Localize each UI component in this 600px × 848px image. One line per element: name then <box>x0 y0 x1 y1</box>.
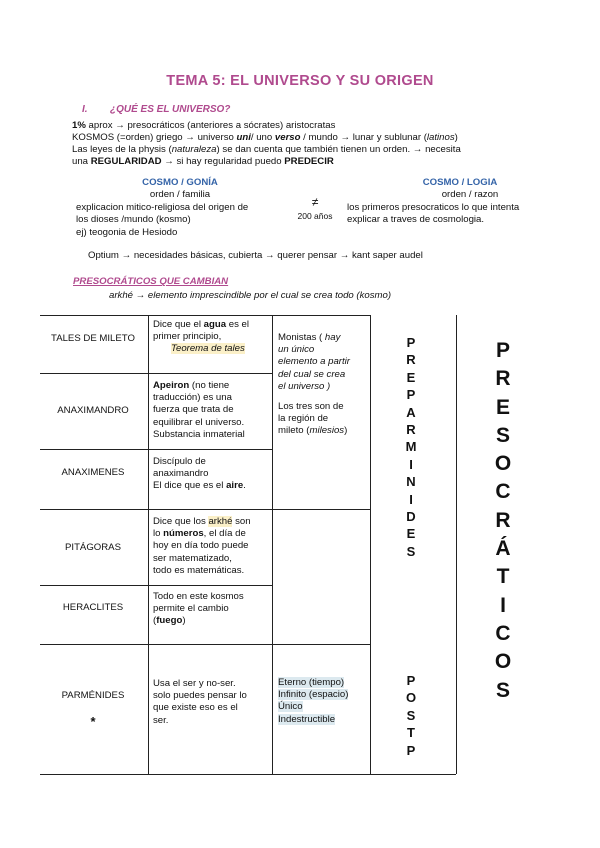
monistas-note <box>278 332 350 438</box>
prepar-letter: M <box>405 439 417 455</box>
her-text-4: ) <box>182 615 186 627</box>
cosmogonia-desc-3: ej) teogonia de Hesiodo <box>76 227 178 238</box>
postp-letter: T <box>407 725 415 741</box>
anaxi-text-4: . <box>243 480 246 492</box>
anax-text-5: Substancia inmaterial <box>153 428 245 440</box>
row-divider-2 <box>40 449 272 450</box>
intro-line-3-a: Las leyes de la physis ( <box>72 144 172 155</box>
years-label: 200 años <box>297 211 333 221</box>
row-divider-4 <box>40 585 272 586</box>
pit-text-2: son <box>232 516 251 527</box>
tales-text-3: primer principio, <box>153 331 222 343</box>
row-divider-5 <box>40 644 370 645</box>
monistas-l5: el universo ) <box>278 380 331 392</box>
page-title: TEMA 5: EL UNIVERSO Y SU ORIGEN <box>166 73 434 89</box>
presocraticos-vertical <box>485 337 521 705</box>
desc-tales <box>153 319 249 356</box>
prepar-letter: E <box>406 526 416 542</box>
col-divider-3 <box>370 315 371 774</box>
section-number: I. <box>82 104 88 115</box>
par-text-4: ser. <box>153 714 169 726</box>
fuego-word: fuego <box>156 615 183 627</box>
postp-letter: P <box>406 673 416 688</box>
par-text-2: solo puedes pensar lo <box>153 690 247 702</box>
philosopher-pitagoras: PITÁGORAS <box>65 542 121 553</box>
pit-text-1: Dice que los <box>153 516 209 527</box>
philosopher-anaximandro: ANAXIMANDRO <box>57 405 129 416</box>
naturaleza-word: naturaleza <box>171 144 217 155</box>
uni-word: uni <box>236 132 251 143</box>
milesios-word: milesios <box>309 425 345 437</box>
presocraticos-letter: P <box>495 339 510 362</box>
regularidad-word: REGULARIDAD <box>90 156 162 167</box>
prepar-letter: E <box>406 369 416 385</box>
preparmenides-vertical <box>396 334 426 560</box>
intro-line-2-c: / mundo → lunar y sublunar ( <box>300 132 427 143</box>
intro-line-4 <box>72 156 334 168</box>
pit-text-7: todo es matemáticas. <box>153 564 245 576</box>
not-equal-symbol: ≠ <box>311 195 319 209</box>
monistas-t3: mileto ( <box>278 425 310 437</box>
prepar-letter: D <box>406 509 416 525</box>
anax-text-3: fuerza que trata de <box>153 404 234 416</box>
numeros-word: números <box>163 528 204 540</box>
desc-heraclites <box>153 591 244 628</box>
attribute-infinito: Infinito (espacio) <box>278 689 349 701</box>
presocraticos-letter: S <box>495 678 510 702</box>
tales-text-1: Dice que el <box>153 319 204 330</box>
prepar-letter: P <box>406 387 416 403</box>
postp-letter: O <box>405 690 417 706</box>
presocraticos-letter: O <box>494 452 512 476</box>
section-heading <box>82 104 230 115</box>
philosopher-tales: TALES DE MILETO <box>51 333 135 344</box>
cosmogonia-sub: orden / familia <box>149 189 211 200</box>
her-text-3: ( <box>153 615 157 627</box>
cosmologia-desc-1: los primeros presocraticos lo que intenta <box>347 202 520 213</box>
desc-pitagoras <box>153 516 251 577</box>
percent: 1% <box>72 120 86 131</box>
pit-text-6: ser matematizado, <box>153 552 232 564</box>
anaxi-text-3: El dice que es el <box>153 480 227 492</box>
presocraticos-letter: R <box>495 508 511 532</box>
presocraticos-letter: C <box>495 480 511 504</box>
monistas-t1: Los tres son de <box>278 401 344 413</box>
row-divider-3 <box>40 509 370 510</box>
presocraticos-letter: Á <box>495 537 511 561</box>
intro-line-2-b: / uno <box>250 132 275 143</box>
intro-line-2 <box>72 132 458 144</box>
prepar-letter: R <box>406 422 416 438</box>
col-divider-1 <box>148 315 149 774</box>
attribute-indestructible: Indestructible <box>278 713 336 725</box>
presocraticos-letter: R <box>495 367 511 391</box>
apeiron-word: Apeiron <box>153 380 190 391</box>
par-text-1: Usa el ser y no-ser. <box>153 678 236 689</box>
intro-line-2-a: KOSMOS (=orden) griego → universo <box>72 132 237 143</box>
row-divider-1 <box>40 373 272 374</box>
postp-letter: S <box>406 707 416 723</box>
predecir-word: PREDECIR <box>284 156 334 167</box>
postp-letter: P <box>406 742 416 758</box>
cosmogonia-desc-2: los dioses /mundo (kosmo) <box>76 214 191 225</box>
philosopher-anaximenes: ANAXIMENES <box>61 467 125 478</box>
anax-text-2: traducción) es una <box>153 392 232 404</box>
anax-text-4: equilibrar el universo. <box>153 416 245 428</box>
section-heading-text: ¿QUÉ ES EL UNIVERSO? <box>110 104 231 115</box>
parmenides-asterisk: * <box>90 714 96 729</box>
pit-text-3: lo <box>153 528 164 540</box>
intro-line-4-b: → si hay regularidad puedo <box>161 156 285 167</box>
presocraticos-letter: S <box>495 423 510 447</box>
intro-line-4-a: una <box>72 156 91 167</box>
prepar-letter: I <box>409 491 413 507</box>
parmenides-attributes <box>278 677 348 726</box>
tales-text-2: es el <box>226 319 250 330</box>
monistas-t4: ) <box>344 425 348 437</box>
intro-line-3-b: ) se dan cuenta que también tienen un orden. → necesita <box>216 144 461 155</box>
intro-line-2-d: ) <box>454 132 458 143</box>
presocraticos-letter: E <box>495 395 510 419</box>
intro-line-1-text: aprox → presocráticos (anteriores a sócrates) aristocratas <box>85 120 336 131</box>
prepar-letter: P <box>406 335 416 350</box>
philosopher-parmenides: PARMÉNIDES <box>61 690 125 701</box>
arkhe-definition: arkhé → elemento imprescindible por el cual se crea todo (kosmo) <box>109 290 392 301</box>
agua-word: agua <box>203 319 227 330</box>
presocraticos-letter: C <box>495 621 511 645</box>
intro-line-1 <box>72 120 335 132</box>
desc-parmenides <box>153 678 247 727</box>
prepar-letter: I <box>409 456 413 472</box>
cosmogonia-desc-1: explicacion mitico-religiosa del origen de <box>76 202 249 213</box>
col-divider-2 <box>272 315 273 774</box>
desc-anaximenes <box>153 456 246 493</box>
philosopher-heraclites: HERACLITES <box>62 602 124 613</box>
prepar-letter: S <box>406 543 416 559</box>
anax-text-1: (no tiene <box>189 380 230 391</box>
desc-anaximandro <box>153 380 245 441</box>
col-divider-4 <box>456 315 457 774</box>
optium-line: Optium → necesidades básicas, cubierta → querer pensar → kant saper audel <box>88 250 423 261</box>
presocraticos-letter: I <box>500 593 506 617</box>
table-top-line <box>40 315 370 316</box>
teorema-de-tales: Teorema de tales <box>171 343 245 355</box>
prepar-letter: A <box>406 404 416 420</box>
attribute-eterno: Eterno (tiempo) <box>278 677 345 688</box>
intro-line-3 <box>72 144 461 156</box>
arkhe-word: arkhé <box>208 516 233 527</box>
table-bottom-line <box>40 774 456 775</box>
prepar-letter: R <box>406 352 416 368</box>
monistas-a: Monistas ( <box>278 332 325 343</box>
presocraticos-letter: T <box>496 565 510 589</box>
verso-word: verso <box>274 132 301 143</box>
her-text-1: Todo en este kosmos <box>153 591 244 602</box>
aire-word: aire <box>226 480 244 492</box>
anaxi-text-1: Discípulo de <box>153 456 206 467</box>
presocraticos-heading: PRESOCRÁTICOS QUE CAMBIAN <box>73 276 229 287</box>
monistas-l4: del cual se crea <box>278 368 346 380</box>
cosmologia-desc-2: explicar a traves de cosmologia. <box>347 214 485 225</box>
pit-text-4: , el día de <box>203 528 246 540</box>
postp-vertical <box>396 672 426 759</box>
par-text-3: que existe eso es el <box>153 702 238 714</box>
monistas-hay: hay <box>324 332 341 343</box>
presocraticos-letter: O <box>494 650 512 674</box>
attribute-unico: Único <box>278 701 303 713</box>
her-text-2: permite el cambio <box>153 603 229 615</box>
prepar-letter: N <box>406 474 416 490</box>
monistas-l2: un único <box>278 344 315 356</box>
cosmogonia-head: COSMO / GONÍA <box>142 177 218 188</box>
anaxi-text-2: anaximandro <box>153 468 209 480</box>
cosmologia-sub: orden / razon <box>441 189 499 200</box>
monistas-t2: la región de <box>278 413 329 425</box>
cosmologia-head: COSMO / LOGIA <box>422 177 498 188</box>
latinos-word: latinos <box>426 132 455 143</box>
pit-text-5: hoy en día todo puede <box>153 540 249 552</box>
monistas-l3: elemento a partir <box>278 356 350 368</box>
